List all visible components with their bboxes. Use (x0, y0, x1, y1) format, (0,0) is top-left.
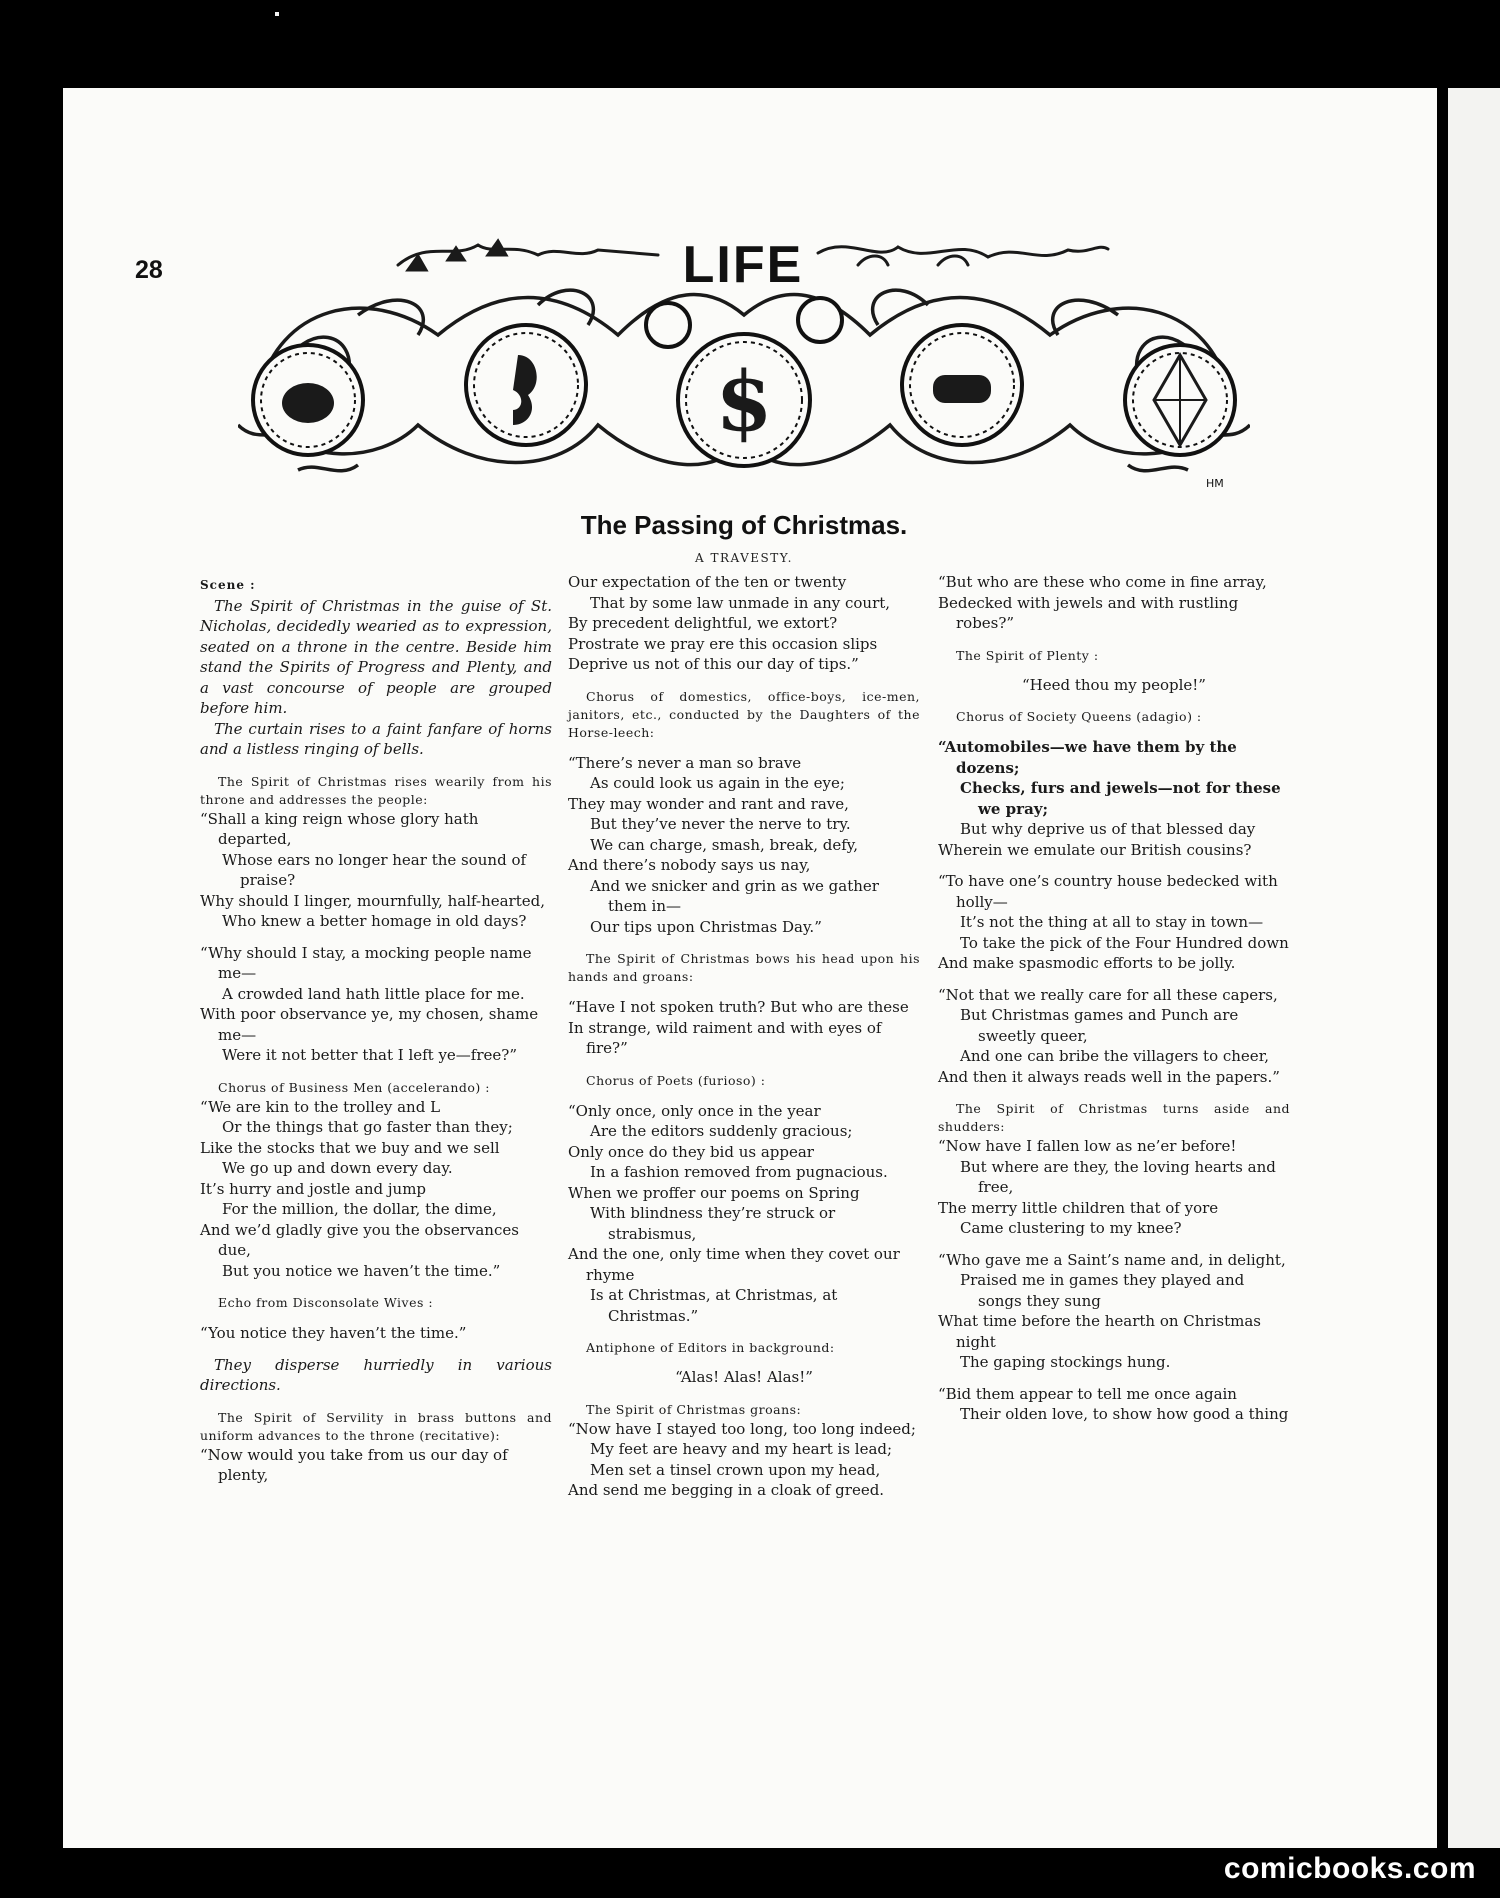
verse-line: Their olden love, to show how good a thing (960, 1405, 1289, 1423)
verse-line: Is at Christmas, at Christmas, at Christmas.” (590, 1286, 838, 1325)
verse-line: “Who gave me a Saint’s name and, in delight, (938, 1250, 1286, 1269)
verse-line: It’s not the thing at all to stay in town— (960, 913, 1264, 931)
verse-line: “Now would you take from us our day of plenty, (200, 1445, 508, 1484)
stage-direction: The Spirit of Christmas bows his head upon his hands and groans: (568, 951, 920, 984)
text-column-2 (568, 572, 920, 1501)
stage-direction: Echo from Disconsolate Wives : (218, 1295, 434, 1310)
verse-line: A crowded land hath little place for me. (222, 984, 525, 1003)
verse-line: “Why should I stay, a mocking people name me— (200, 943, 532, 982)
verse-line: Like the stocks that we buy and we sell (200, 1138, 500, 1157)
verse-line: But why deprive us of that blessed day (960, 820, 1256, 838)
verse-line: “Automobiles—we have them by the dozens; (938, 738, 1237, 777)
verse-line: Checks, furs and jewels—not for these we pray; (960, 779, 1281, 818)
verse-line: In strange, wild raiment and with eyes of fire?” (568, 1018, 882, 1057)
verse-line: The gaping stockings hung. (960, 1353, 1171, 1371)
verse-line: And make spasmodic efforts to be jolly. (938, 954, 1236, 972)
verse-line: It’s hurry and jostle and jump (200, 1179, 427, 1198)
text-column-1 (200, 572, 552, 1486)
verse-line: But Christmas games and Punch are sweetly queer, (960, 1006, 1239, 1045)
verse-line: My feet are heavy and my heart is lead; (590, 1440, 893, 1458)
article-headline: The Passing of Christmas. (580, 510, 908, 540)
verse-line: “You notice they haven’t the time.” (200, 1324, 467, 1342)
verse-line: And send me begging in a cloak of greed. (568, 1481, 885, 1499)
verse-line: “Only once, only once in the year (568, 1101, 821, 1120)
verse-line: They disperse hurriedly in various directions. (200, 1355, 552, 1394)
verse-line: “There’s never a man so brave (568, 753, 802, 772)
verse-line: And the one, only time when they covet our rhyme (568, 1245, 900, 1284)
verse-line: “But who are these who come in fine array, (938, 573, 1267, 591)
verse-line: Were it not better that I left ye—free?” (222, 1046, 517, 1064)
verse-line: They may wonder and rant and rave, (568, 794, 849, 813)
verse-line: Men set a tinsel crown upon my head, (590, 1460, 881, 1479)
verse-line: Our expectation of the ten or twenty (568, 573, 847, 591)
svg-text:$: $ (715, 354, 773, 450)
verse-line: What time before the hearth on Christmas night (938, 1312, 1261, 1351)
verse-line: Or the things that go faster than they; (222, 1118, 513, 1136)
stage-direction: Chorus of Society Queens (adagio) : (956, 709, 1202, 724)
verse-line: And one can bribe the villagers to cheer, (960, 1047, 1269, 1065)
verse-line: And there’s nobody says us nay, (568, 856, 811, 874)
adjacent-page-edge (1448, 88, 1500, 1848)
verse-line: Our tips upon Christmas Day.” (590, 917, 822, 936)
verse-line: Deprive us not of this our day of tips.” (568, 655, 859, 673)
verse-line: To take the pick of the Four Hundred down (960, 933, 1289, 952)
verse-line: The curtain rises to a faint fanfare of horns and a listless ringing of bells. (200, 719, 552, 758)
verse-line: But you notice we haven’t the time.” (222, 1261, 501, 1280)
verse-line: “Heed thou my people!” (1022, 675, 1206, 694)
stage-direction: The Spirit of Servility in brass buttons and uniform advances to the throne (recitative): (200, 1409, 552, 1443)
verse-line: “We are kin to the trolley and L (200, 1097, 441, 1116)
verse-line: “Now have I fallen low as ne’er before! (938, 1137, 1237, 1155)
verse-line: And then it always reads well in the papers.” (938, 1067, 1280, 1086)
verse-line: In a fashion removed from pugnacious. (590, 1163, 888, 1181)
masthead-ornament (238, 225, 1250, 505)
verse-line: Bedecked with jewels and with rustling robes?” (938, 593, 1239, 632)
verse-line: The merry little children that of yore (938, 1198, 1219, 1217)
verse-line: Praised me in games they played and songs they sung (960, 1271, 1245, 1310)
stage-direction: Scene : (200, 578, 256, 592)
verse-line: “Bid them appear to tell me once again (938, 1384, 1237, 1403)
magazine-title: LIFE (682, 236, 804, 294)
verse-line: Whose ears no longer hear the sound of praise? (222, 850, 527, 889)
text-column-3 (938, 572, 1290, 1425)
verse-line: “Not that we really care for all these capers, (938, 985, 1278, 1004)
stage-direction: Antiphone of Editors in background: (586, 1340, 835, 1355)
verse-line: “Have I not spoken truth? But who are these (568, 998, 909, 1016)
verse-line: We can charge, smash, break, defy, (590, 835, 859, 854)
stage-direction: Chorus of Poets (furioso) : (586, 1072, 766, 1088)
verse-line: For the million, the dollar, the dime, (222, 1200, 497, 1218)
verse-line: “Alas! Alas! Alas!” (675, 1368, 813, 1386)
verse-line: Wherein we emulate our British cousins? (938, 840, 1252, 859)
verse-line: “To have one’s country house bedecked with holly— (938, 872, 1278, 911)
verse-line: But they’ve never the nerve to try. (590, 815, 851, 833)
watermark: comicbooks.com (1223, 1852, 1476, 1885)
verse-line: Why should I linger, mournfully, half-hearted, (200, 891, 546, 910)
verse-line: Are the editors suddenly gracious; (590, 1122, 853, 1140)
stage-direction: The Spirit of Plenty : (956, 647, 1099, 663)
verse-line: When we proffer our poems on Spring (568, 1183, 860, 1202)
verse-line: We go up and down every day. (222, 1159, 453, 1177)
page-number: 28 (135, 256, 163, 284)
article-subhead: A TRAVESTY. (695, 551, 793, 565)
verse-line: And we’d gladly give you the observances due, (200, 1220, 519, 1259)
verse-line: Only once do they bid us appear (568, 1142, 814, 1161)
verse-line: Who knew a better homage in old days? (222, 912, 527, 930)
verse-line: With blindness they’re struck or strabismus, (590, 1204, 836, 1243)
verse-line: With poor observance ye, my chosen, shame me— (200, 1005, 539, 1044)
stage-direction: The Spirit of Christmas turns aside and shudders: (938, 1101, 1290, 1134)
stage-direction: The Spirit of Christmas groans: (586, 1401, 802, 1417)
verse-line: “Shall a king reign whose glory hath departed, (200, 809, 479, 848)
stage-direction: Chorus of domestics, office-boys, ice-men, janitors, etc., conducted by the Daughters of the Horse-leech: (568, 688, 920, 740)
stage-direction: Chorus of Business Men (accelerando) : (218, 1079, 490, 1095)
verse-line: Prostrate we pray ere this occasion slips (568, 634, 878, 653)
verse-line: Came clustering to my knee? (960, 1219, 1182, 1237)
verse-line: “Now have I stayed too long, too long indeed; (568, 1419, 916, 1438)
verse-line: The Spirit of Christmas in the guise of St. Nicholas, decidedly wearied as to expression, seated on a throne in the centre. Beside him stand the Spirits of Progress and Plenty, and a vast concourse of people are grouped before him. (200, 596, 552, 717)
verse-line: As could look us again in the eye; (590, 774, 845, 792)
verse-line: And we snicker and grin as we gather them in— (590, 876, 879, 915)
scan-speck (275, 12, 279, 16)
stage-direction: The Spirit of Christmas rises wearily from his throne and addresses the people: (200, 773, 552, 807)
artist-monogram: HM (1206, 477, 1224, 490)
verse-line: By precedent delightful, we extort? (568, 614, 838, 632)
verse-line: That by some law unmade in any court, (590, 593, 891, 612)
verse-line: But where are they, the loving hearts and free, (960, 1157, 1276, 1196)
